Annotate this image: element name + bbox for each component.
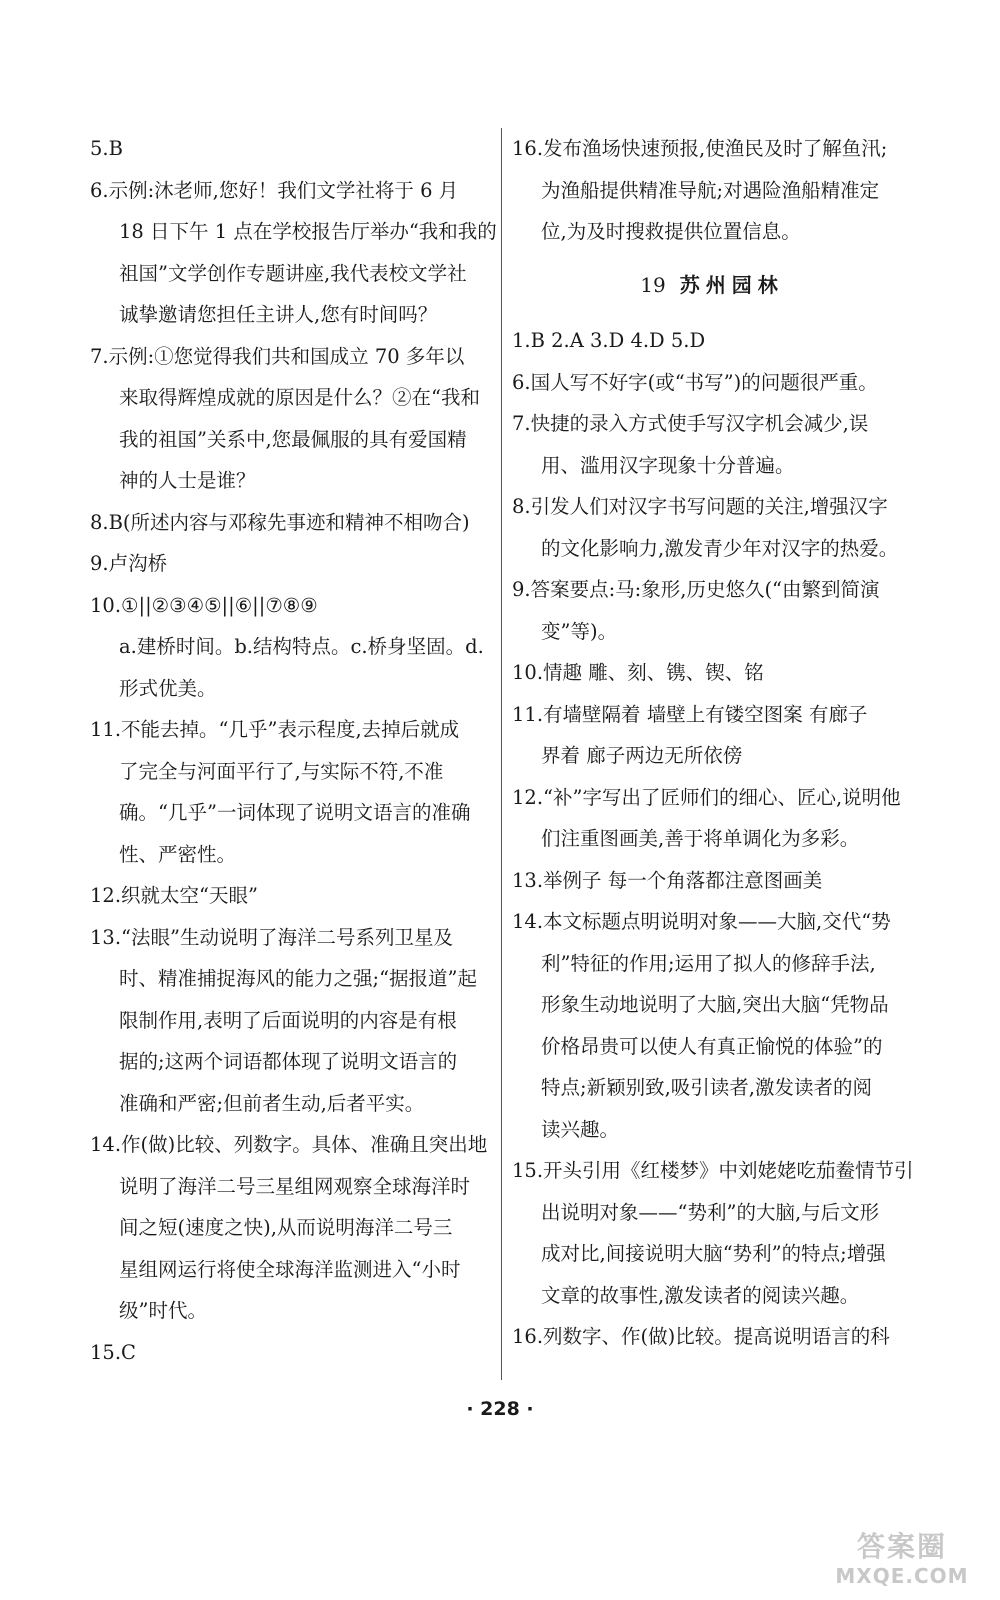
answer-item [512, 652, 912, 694]
answer-line: 变”等)。 [541, 619, 618, 643]
answer-item [90, 1124, 490, 1332]
answer-line: 5.B [90, 137, 123, 160]
answer-line: 12.“补”字写出了匠师们的细心、匠心,说明他 [512, 785, 901, 809]
answer-item [90, 585, 490, 710]
answer-item [90, 336, 490, 502]
answer-line: 15.开头引用《红楼梦》中刘姥姥吃茄鲞情节引 [512, 1159, 914, 1182]
answer-line: 出说明对象——“势利”的大脑,与后文形 [541, 1200, 880, 1224]
answer-line: 据的;这两个词语都体现了说明文语言的 [119, 1050, 458, 1073]
answer-item [90, 1332, 490, 1374]
answer-item [90, 917, 490, 1125]
answer-line: 形式优美。 [119, 676, 217, 700]
answer-item [512, 1316, 912, 1358]
answer-line: 成对比,间接说明大脑“势利”的特点;增强 [541, 1242, 886, 1265]
answer-line: 确。“几乎”一词体现了说明文语言的准确 [119, 801, 471, 824]
section-heading [512, 265, 912, 307]
answer-item [90, 502, 490, 544]
answer-line: 15.C [90, 1340, 136, 1364]
answer-line: 9.答案要点:马:象形,历史悠久(“由繁到简演 [512, 578, 880, 601]
answer-line: 11.有墙壁隔着 墙壁上有镂空图案 有廊子 [512, 702, 868, 726]
answer-line: 限制作用,表明了后面说明的内容是有根 [119, 1008, 457, 1032]
answer-line: 用、滥用汉字现象十分普遍。 [541, 453, 795, 477]
answer-line: 为渔船提供精准导航;对遇险渔船精准定 [541, 178, 880, 202]
answer-line: 价格昂贵可以使人有真正愉悦的体验”的 [541, 1034, 883, 1058]
watermark-logo: 答案圈 [856, 1530, 947, 1563]
answer-line: 级”时代。 [119, 1299, 207, 1322]
answer-line: 界着 廊子两边无所依傍 [541, 744, 743, 767]
answer-line: 7.快捷的录入方式使手写汉字机会减少,误 [512, 412, 869, 435]
answer-item [512, 860, 912, 902]
answer-line: 12.织就太空“天眼” [90, 884, 258, 907]
section-number: 19 [640, 272, 666, 297]
answer-line: 13.“法眼”生动说明了海洋二号系列卫星及 [90, 925, 453, 949]
answer-item [512, 486, 912, 569]
column-divider [501, 128, 502, 1380]
answer-item [512, 1150, 912, 1316]
answer-item [512, 569, 912, 652]
answer-item [90, 170, 497, 336]
answer-line: 形象生动地说明了大脑,突出大脑“凭物品 [541, 993, 889, 1016]
section-title: 苏州园林 [679, 272, 784, 297]
answer-line: 1.B 2.A 3.D 4.D 5.D [512, 329, 706, 352]
answer-line: 9.卢沟桥 [90, 552, 168, 575]
answer-line: 祖国”文学创作专题讲座,我代表校文学社 [119, 261, 467, 285]
answer-line: 来取得辉煌成就的原因是什么？②在“我和 [119, 386, 480, 409]
answer-line: 利”特征的作用;运用了拟人的修辞手法, [541, 951, 876, 975]
answer-line: 14.作(做)比较、列数字。具体、准确且突出地 [90, 1133, 488, 1156]
answer-line: 性、严密性。 [119, 842, 237, 866]
answer-line: 16.列数字、作(做)比较。提高说明语言的科 [512, 1325, 890, 1348]
answer-item [90, 709, 490, 875]
answer-item [512, 362, 912, 404]
answer-item [512, 403, 912, 486]
answer-item [512, 128, 912, 253]
answer-line: 了完全与河面平行了,与实际不符,不准 [119, 759, 444, 783]
answer-line: 我的祖国”关系中,您最佩服的具有爱国精 [119, 427, 467, 451]
answer-item [512, 320, 912, 362]
answer-line: 11.不能去掉。“几乎”表示程度,去掉后就成 [90, 718, 460, 741]
answer-line: 诚挚邀请您担任主讲人,您有时间吗？ [119, 303, 438, 326]
answer-line: 8.B(所述内容与邓稼先事迹和精神不相吻合) [90, 510, 470, 534]
answer-item [512, 694, 912, 777]
answer-line: 8.引发人们对汉字书写问题的关注,增强汉字 [512, 495, 888, 518]
answer-item [90, 543, 490, 585]
answer-line: 10.①||②③④⑤||⑥||⑦⑧⑨ [90, 593, 318, 617]
page-number: · 228 · [466, 1398, 534, 1420]
watermark [822, 1530, 982, 1592]
left-column [90, 128, 497, 1373]
watermark-url: MXQE.COM [835, 1564, 969, 1588]
answer-line: 特点;新颖别致,吸引读者,激发读者的阅 [541, 1076, 872, 1099]
answer-line: 神的人士是谁？ [119, 469, 256, 492]
answer-item [512, 901, 912, 1150]
answer-line: 6.国人写不好字(或“书写”)的问题很严重。 [512, 370, 878, 394]
answer-line: 18 日下午 1 点在学校报告厅举办“我和我的 [119, 220, 497, 243]
answer-line: 13.举例子 每一个角落都注意图画美 [512, 868, 823, 892]
answer-item [90, 128, 490, 170]
answer-line: 7.示例:①您觉得我们共和国成立 70 多年以 [90, 344, 465, 368]
answer-line: 文章的故事性,激发读者的阅读兴趣。 [541, 1283, 860, 1307]
answer-line: 6.示例:沐老师,您好！我们文学社将于 6 月 [90, 178, 459, 202]
answer-item [90, 875, 490, 917]
answer-line: 间之短(速度之快),从而说明海洋二号三 [119, 1216, 453, 1239]
answer-line: 准确和严密;但前者生动,后者平实。 [119, 1091, 425, 1115]
answer-item [512, 777, 912, 860]
answer-line: a.建桥时间。b.结构特点。c.桥身坚固。d. [119, 635, 484, 658]
answer-line: 的文化影响力,激发青少年对汉字的热爱。 [541, 536, 899, 560]
answer-line: 星组网运行将使全球海洋监测进入“小时 [119, 1257, 461, 1281]
answer-line: 位,为及时搜救提供位置信息。 [541, 220, 801, 243]
answer-line: 14.本文标题点明说明对象——大脑,交代“势 [512, 910, 891, 933]
answer-line: 16.发布渔场快速预报,使渔民及时了解鱼汛; [512, 137, 888, 160]
answer-line: 时、精准捕捉海风的能力之强;“据报道”起 [119, 967, 478, 990]
answer-line: 们注重图画美,善于将单调化为多彩。 [541, 827, 860, 850]
right-column [512, 128, 912, 1358]
answer-line: 10.情趣 雕、刻、镌、锲、铭 [512, 661, 764, 684]
answer-line: 读兴趣。 [541, 1117, 620, 1141]
answer-line: 说明了海洋二号三星组网观察全球海洋时 [119, 1174, 471, 1198]
